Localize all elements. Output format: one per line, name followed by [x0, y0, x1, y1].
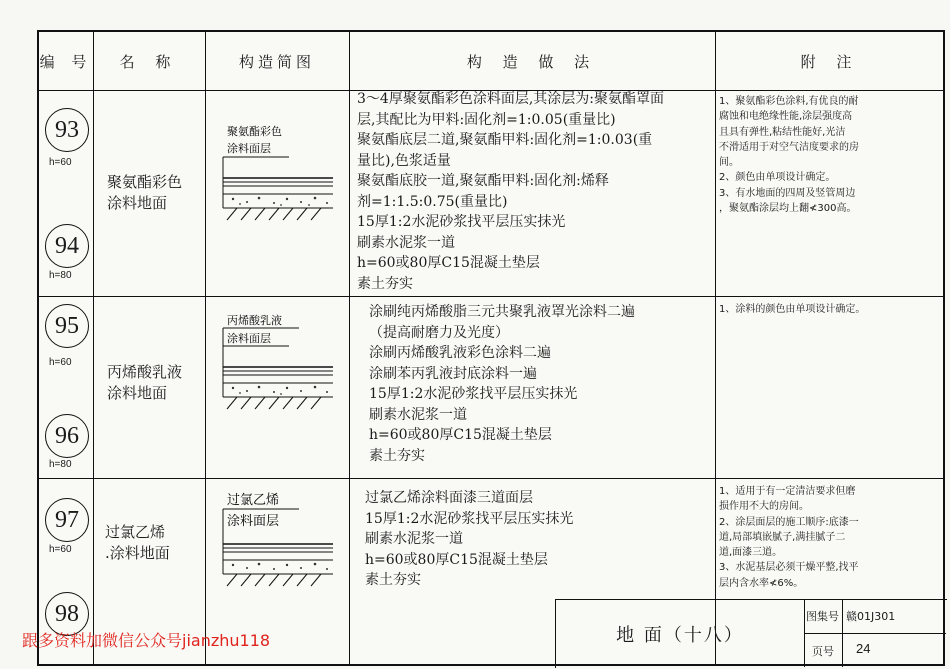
height-label: h=80: [49, 270, 72, 281]
note-line: 且具有弹性,粘结性能好,光洁: [719, 126, 846, 138]
method-line: 3～4厚聚氨酯彩色涂料面层,其涂层为:聚氨酯罩面: [357, 91, 664, 107]
atlas-label: 图集号: [806, 610, 839, 623]
note-line: 间。: [719, 157, 739, 169]
detail-number-97: 97: [45, 498, 89, 542]
header-method: 构 造 做 法: [466, 52, 598, 71]
section-diagram-95: [219, 313, 335, 413]
method-line: 过氯乙烯涂料面漆三道面层: [365, 490, 533, 506]
diagram-label: 涂料面层: [227, 332, 271, 345]
col-divider: [93, 32, 94, 664]
note-line: ，聚氨酯涂层均上翻≮300高。: [719, 203, 857, 215]
height-label: h=80: [49, 459, 72, 470]
detail-number-95: 95: [45, 304, 89, 348]
method-line: 15厚1:2水泥砂浆找平层压实抹光: [369, 386, 578, 402]
note-line: 3、有水地面的四周及竖管周边: [719, 187, 856, 199]
note-line: 层内含水率≮6%。: [719, 577, 804, 589]
watermark: 跟多资料加微信公众号jianzhu118: [22, 631, 271, 650]
method-line: h=60或80厚C15混凝土垫层: [357, 255, 540, 271]
method-line: 刷素水泥浆一道: [365, 531, 463, 547]
note-line: 道,面漆三道。: [719, 547, 783, 559]
section-diagram-97: [219, 490, 335, 590]
name-line: 涂料地面: [107, 384, 168, 402]
detail-number-93: 93: [45, 108, 89, 152]
note-line: 1、涂料的颜色由单项设计确定。: [719, 304, 866, 315]
note-line: 损作用不大的房间。: [719, 501, 809, 513]
section-diagram-93: [219, 124, 335, 224]
diagram-label: 聚氨酯彩色: [227, 125, 282, 138]
atlas-value: 赣01J301: [846, 610, 896, 623]
floor-name: [107, 362, 182, 404]
name-line: 聚氨酯彩色: [107, 173, 183, 191]
col-divider: [715, 32, 716, 664]
header-name: 名 称: [119, 52, 179, 71]
method-line: 刷素水泥浆一道: [369, 406, 467, 423]
construction-method: [369, 302, 635, 466]
method-line: 聚氨酯底胶一道,聚氨酯甲料:固化剂:烯释: [357, 173, 609, 189]
note-line: 1、适用于有一定清洁要求但磨: [719, 486, 856, 497]
construction-method: [357, 89, 664, 294]
row-divider: [804, 633, 946, 634]
drawing-sheet: [37, 30, 945, 666]
note-line: 腐蚀和电绝缘性能,涂层强度高: [719, 111, 853, 123]
construction-method: [365, 488, 573, 591]
method-line: 刷素水泥浆一道: [357, 234, 455, 251]
diagram-label: 丙烯酸乳液: [227, 314, 282, 327]
diagram-label: 涂料面层: [227, 142, 271, 155]
diagram-label: 涂料面层: [227, 514, 280, 529]
height-label: h=60: [49, 157, 72, 168]
method-line: h=60或80厚C15混凝土垫层: [369, 427, 552, 443]
page-label: 页号: [812, 645, 834, 658]
method-line: 15厚1:2水泥砂浆找平层压实抹光: [357, 214, 566, 230]
method-line: 剂=1:1.5:0.75(重量比): [357, 193, 508, 210]
method-line: （提高耐磨力及光度）: [369, 324, 509, 341]
title-block: [555, 599, 947, 668]
header-notes: 附 注: [800, 52, 860, 71]
method-line: 涂刷纯丙烯酸脂三元共聚乳液罩光涂料二遍: [369, 304, 635, 320]
notes: [719, 94, 859, 216]
method-line: 素土夯实: [357, 275, 413, 292]
notes: [719, 484, 859, 591]
note-line: 2、涂层面层的施工顺序:底漆一: [719, 516, 859, 528]
detail-number-96: 96: [45, 414, 89, 458]
detail-number-98: 98: [45, 592, 89, 636]
note-line: 1、聚氨酯彩色涂料,有优良的耐: [719, 96, 859, 107]
method-line: 素土夯实: [369, 447, 425, 464]
notes: [719, 302, 865, 317]
sheet-title: 地 面（十八）: [616, 624, 744, 646]
method-line: 量比),色浆适量: [357, 152, 451, 169]
header-diagram: 构造简图: [238, 52, 315, 71]
row-divider: [39, 296, 943, 297]
name-line: 过氯乙烯: [105, 523, 166, 541]
method-line: 聚氨酯底层二道,聚氨酯甲料:固化剂=1:0.03(重: [357, 132, 653, 148]
method-line: 层,其配比为甲料:固化剂=1:0.05(重量比): [357, 111, 616, 128]
note-line: 不滑适用于对空气洁度要求的房: [719, 141, 859, 153]
diagram-label: 过氯乙烯: [227, 493, 280, 508]
name-line: .涂料地面: [105, 544, 170, 562]
method-line: 素土夯实: [365, 572, 421, 588]
floor-name: [107, 172, 182, 214]
name-line: 涂料地面: [107, 194, 168, 212]
height-label: h=60: [49, 357, 72, 368]
floor-name: [105, 522, 170, 564]
note-line: 2、颜色由单项设计确定。: [719, 172, 836, 184]
header-number: 编 号: [39, 52, 93, 71]
col-divider: [349, 32, 350, 664]
col-divider: [842, 600, 843, 667]
note-line: 道,局部填嵌腻子,满挂腻子二: [719, 531, 846, 543]
name-line: 丙烯酸乳液: [107, 363, 183, 381]
row-divider: [39, 478, 943, 479]
method-line: 涂刷苯丙乳液封底涂料一遍: [369, 365, 537, 382]
col-divider: [205, 32, 206, 664]
method-line: h=60或80厚C15混凝土垫层: [365, 551, 548, 568]
height-label: h=60: [49, 544, 72, 555]
detail-number-94: 94: [45, 224, 89, 268]
method-line: 15厚1:2水泥砂浆找平层压实抹光: [365, 510, 574, 527]
method-line: 涂刷丙烯酸乳液彩色涂料二遍: [369, 345, 551, 361]
page-value: 24: [856, 641, 871, 656]
note-line: 3、水泥基层必须干燥平整,找平: [719, 562, 859, 574]
